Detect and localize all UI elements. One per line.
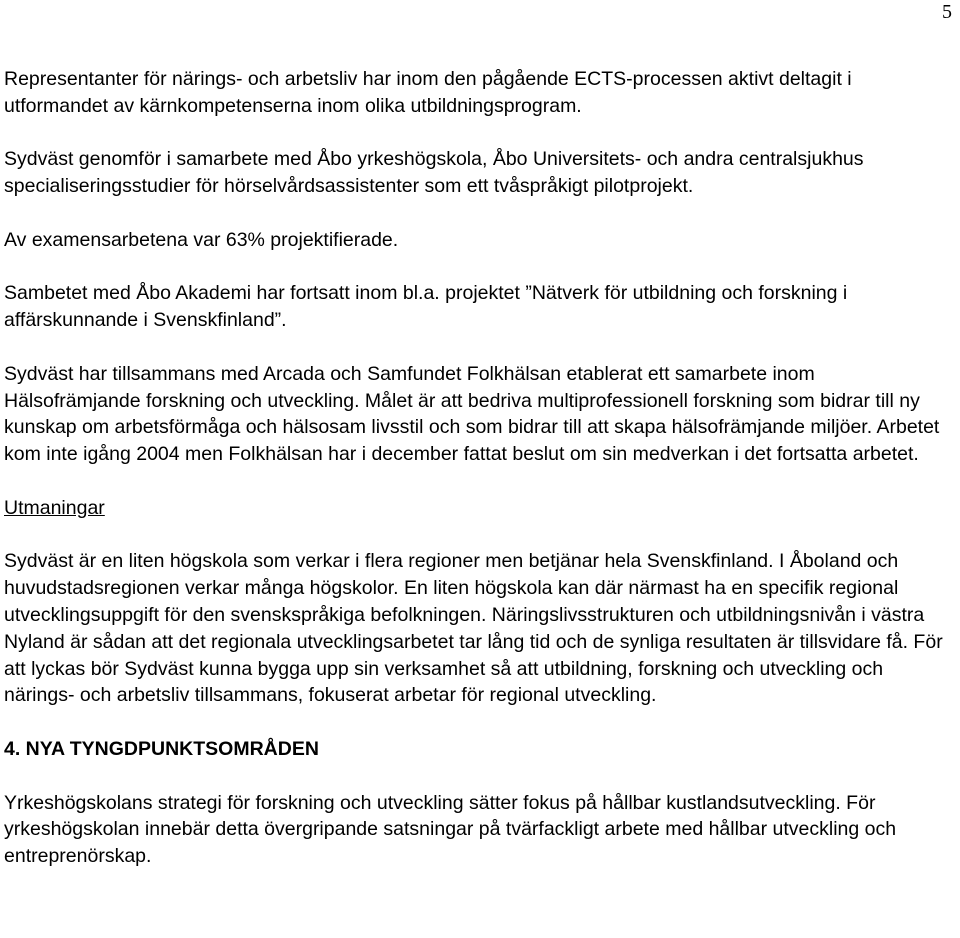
paragraph-challenges: Sydväst är en liten högskola som verkar i flera regioner men betjänar hela Svenskfinland. I Åboland och huvudstadsregionen verkar många högskolor. En liten högskola kan där närmast ha en specifik regional utvecklingsuppgift för den svenskspråkiga befolkningen. Näringslivsstrukturen och utbildningsnivån i västra Nyland är sådan att det regionala utvecklingsarbetet tar lång tid och de synliga resultaten är tillsvidare få. För att lyckas bör Sydväst kunna bygga upp sin verksamhet så att utbildning, forskning och utveckling och närings- och arbetsliv tillsammans, fokuserat arbetar för regional utveckling.	[4, 550, 943, 707]
paragraph-pilot-project: Sydväst genomför i samarbete med Åbo yrkeshögskola, Åbo Universitets- och andra centralsjukhus specialiseringsstudier för hörselvårdsassistenter som ett tvåspråkigt pilotprojekt.	[4, 148, 864, 198]
heading-utmaningar: Utmaningar	[4, 496, 105, 519]
page-number: 5	[942, 1, 952, 23]
paragraph-strategy: Yrkeshögskolans strategi för forskning och utveckling sätter fokus på hållbar kustlandsutveckling. För yrkeshögskolan innebär detta övergripande satsningar på tvärfackligt arbete med hållbar utveckling och entreprenörskap.	[4, 791, 897, 868]
paragraph-health-research: Sydväst har tillsammans med Arcada och Samfundet Folkhälsan etablerat ett samarbete inom Hälsofrämjande forskning och utveckling. Målet är att bedriva multiprofessionell forskning som bidrar till ny kunskap om arbetsförmåga och hälsosam livsstil och som bidrar till att skapa hälsofrämjande miljöer. Arbetet kom inte igång 2004 men Folkhälsan har i december fattat beslut om sin medverkan i det fortsatta arbetet.	[4, 362, 940, 466]
paragraph-ects-representatives: Representanter för närings- och arbetsliv har inom den pågående ECTS-processen aktivt deltagit i utformandet av kärnkompetenserna inom olika utbildningsprogram.	[4, 68, 852, 117]
paragraph-abo-akademi: Sambetet med Åbo Akademi har fortsatt inom bl.a. projektet ”Nätverk för utbildning och forskning i affärskunnande i Svenskfinland”.	[4, 282, 848, 332]
document-body	[4, 66, 956, 897]
paragraph-thesis-projects: Av examensarbetena var 63% projektifierade.	[4, 228, 399, 251]
heading-section-4: 4. NYA TYNGDPUNKTSOMRÅDEN	[4, 737, 319, 760]
